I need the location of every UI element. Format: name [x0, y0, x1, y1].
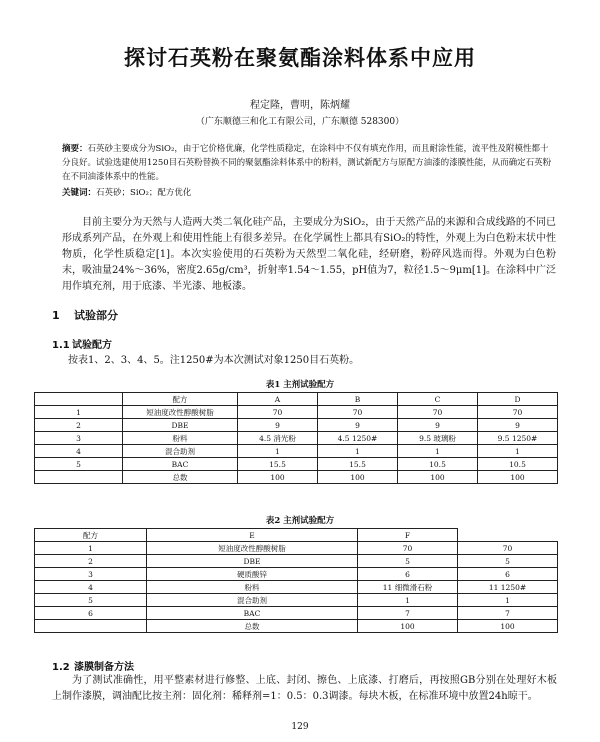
table-cell: 100 [478, 471, 558, 484]
table-cell: 100 [318, 471, 398, 484]
table-cell: 9.5 1250# [478, 432, 558, 445]
table-cell: 9 [478, 419, 558, 432]
keywords-label: 关键词： [62, 188, 97, 198]
table-cell: 70 [358, 542, 458, 555]
table-cell: 5 [358, 555, 458, 568]
table-cell: 3 [35, 432, 123, 445]
keywords-text: 石英砂；SiO₂；配方优化 [96, 188, 192, 198]
table-cell: 4.5 消光粉 [238, 432, 318, 445]
page-number: 129 [291, 722, 309, 732]
table-cell: 6 [358, 568, 458, 581]
intro-paragraph: 目前主要分为天然与人造两大类二氧化硅产品，主要成分为SiO₂，由于天然产品的来源和合成线路的不同已形成系列产品，在外观上和使用性能上有很多差异。在化学属性上都具有SiO₂的特性，外观上为白色粉末状中性物质，化学性质稳定[1]。本次实验使用的石英粉为天然型二氧化硅，经研磨，粉碎风选而得。外观为白色粉末，吸油量24%～36%，密度2.65g/cm³，折射率1.54～1.55，pH值为7，粒径1.5～9μm[1]。在涂料中广泛用作填充剂，用于底漆、半光漆、地板漆。 [62, 217, 557, 292]
table-cell: 1 [478, 445, 558, 458]
table-row [35, 594, 558, 607]
table-row [35, 542, 558, 555]
table-cell: 9 [238, 419, 318, 432]
table-cell: 短油度改性醇酸树脂 [147, 542, 358, 555]
table-cell: DBE [147, 555, 358, 568]
section-title: 漆膜制备方法 [74, 662, 134, 673]
table-row [35, 458, 558, 471]
table-cell: 15.5 [238, 458, 318, 471]
table-cell: 2 [35, 555, 147, 568]
table-cell: 7 [358, 607, 458, 620]
table-cell: 11 细微滑石粉 [358, 581, 458, 594]
table-cell: 总数 [123, 471, 238, 484]
table-cell: 混合助剂 [147, 594, 358, 607]
table-cell: 短油度改性醇酸树脂 [123, 406, 238, 419]
abstract [62, 142, 556, 184]
authors: 程定隆，曹明，陈炳耀 [250, 100, 350, 111]
table-header-cell: 配方 [123, 393, 238, 406]
table-cell: BAC [123, 458, 238, 471]
table-cell: 1 [35, 542, 147, 555]
section-1-1-heading [52, 336, 112, 351]
table2 [34, 528, 558, 633]
table1 [34, 392, 558, 484]
abstract-label: 摘要： [62, 144, 88, 154]
table-header-cell: E [147, 529, 358, 542]
table-cell: 粉料 [123, 432, 238, 445]
table-cell: 3 [35, 568, 147, 581]
table-cell: 1 [398, 445, 478, 458]
table-row [35, 419, 558, 432]
table-cell: 15.5 [318, 458, 398, 471]
section-1-heading [52, 307, 118, 323]
keywords [62, 186, 556, 198]
table1-caption: 表1 主剂试验配方 [265, 380, 335, 390]
table-cell: 总数 [147, 620, 358, 633]
table-cell: 100 [238, 471, 318, 484]
table-cell [35, 620, 147, 633]
table-row [35, 445, 558, 458]
abstract-text: 石英砂主要成分为SiO₂，由于它价格优廉，化学性质稳定，在涂料中不仅有填充作用，而且耐涂性能，流平性及附模性都十分良好。试验选建使用1250目石英粉替换不同的聚氨酯涂料体系中的粉料，测试新配方与原配方油漆的漆膜性能，从而确定石英粉在不同油漆体系中的性能。 [62, 144, 552, 182]
table-cell: 4 [35, 445, 123, 458]
table-header-cell: C [398, 393, 478, 406]
table-header-row [35, 529, 558, 542]
table-row [35, 432, 558, 445]
affiliation: （广东顺德三和化工有限公司，广东顺德 528300） [195, 117, 405, 127]
table-cell: 70 [458, 542, 558, 555]
table-cell: 1 [318, 445, 398, 458]
table-cell: 硬质酸锌 [147, 568, 358, 581]
table2-caption: 表2 主剂试验配方 [265, 516, 335, 526]
table-cell: 7 [458, 607, 558, 620]
table-cell: 9 [318, 419, 398, 432]
section-1-1-body: 按表1、2、3、4、5。注1250#为本次测试对象1250目石英粉。 [68, 355, 360, 366]
table-cell: 70 [478, 406, 558, 419]
table-cell: 10.5 [478, 458, 558, 471]
table-cell: 70 [238, 406, 318, 419]
section-1-2-heading [52, 658, 134, 673]
table-cell: 10.5 [398, 458, 478, 471]
table-cell: 9 [398, 419, 478, 432]
table-cell: 1 [358, 594, 458, 607]
table-cell: DBE [123, 419, 238, 432]
section-number: 1.2 [52, 662, 70, 673]
table-header-cell: D [478, 393, 558, 406]
table-cell: 11 1250# [458, 581, 558, 594]
table-header-cell: A [238, 393, 318, 406]
paper-title: 探讨石英粉在聚氨酯涂料体系中应用 [124, 46, 476, 70]
table-cell: 9.5 玻璃粉 [398, 432, 478, 445]
section-number: 1 [52, 309, 60, 322]
section-1-2-body: 为了测试准确性，用平整素材进行修整、上底、封闭、擦色、上底漆、打磨后，再按照GB分别在处理好木板上制作漆膜，调油配比按主剂：固化剂：稀释剂=1：0.5：0.3调漆。每块木板，在标准环境中放置24h晾干。 [52, 675, 557, 702]
table-cell: 1 [238, 445, 318, 458]
table-cell: 粉料 [147, 581, 358, 594]
table-cell: 100 [358, 620, 458, 633]
table-cell: 100 [458, 620, 558, 633]
table-row [35, 568, 558, 581]
table-row [35, 620, 558, 633]
table-cell: 4 [35, 581, 147, 594]
table-header-row [35, 393, 558, 406]
table-row [35, 555, 558, 568]
table-cell: 100 [398, 471, 478, 484]
table-header-cell: B [318, 393, 398, 406]
table-cell: 70 [318, 406, 398, 419]
table-row [35, 581, 558, 594]
table-row [35, 406, 558, 419]
table-cell: 混合助剂 [123, 445, 238, 458]
section-title: 试验部分 [74, 309, 118, 322]
table-row [35, 607, 558, 620]
table-cell: 2 [35, 419, 123, 432]
table-header-cell [35, 393, 123, 406]
table-cell: 5 [35, 594, 147, 607]
table-header-cell: F [358, 529, 458, 542]
table-row [35, 471, 558, 484]
table-cell: 6 [458, 568, 558, 581]
table-cell: 1 [458, 594, 558, 607]
table-cell: 5 [458, 555, 558, 568]
table-cell: 6 [35, 607, 147, 620]
table-cell [35, 471, 123, 484]
section-title: 试验配方 [72, 340, 112, 351]
table-cell: BAC [147, 607, 358, 620]
table-cell: 70 [398, 406, 478, 419]
table-cell: 4.5 1250# [318, 432, 398, 445]
table-cell: 5 [35, 458, 123, 471]
table-cell: 1 [35, 406, 123, 419]
section-number: 1.1 [52, 340, 70, 351]
table-header-cell: 配方 [35, 529, 147, 542]
